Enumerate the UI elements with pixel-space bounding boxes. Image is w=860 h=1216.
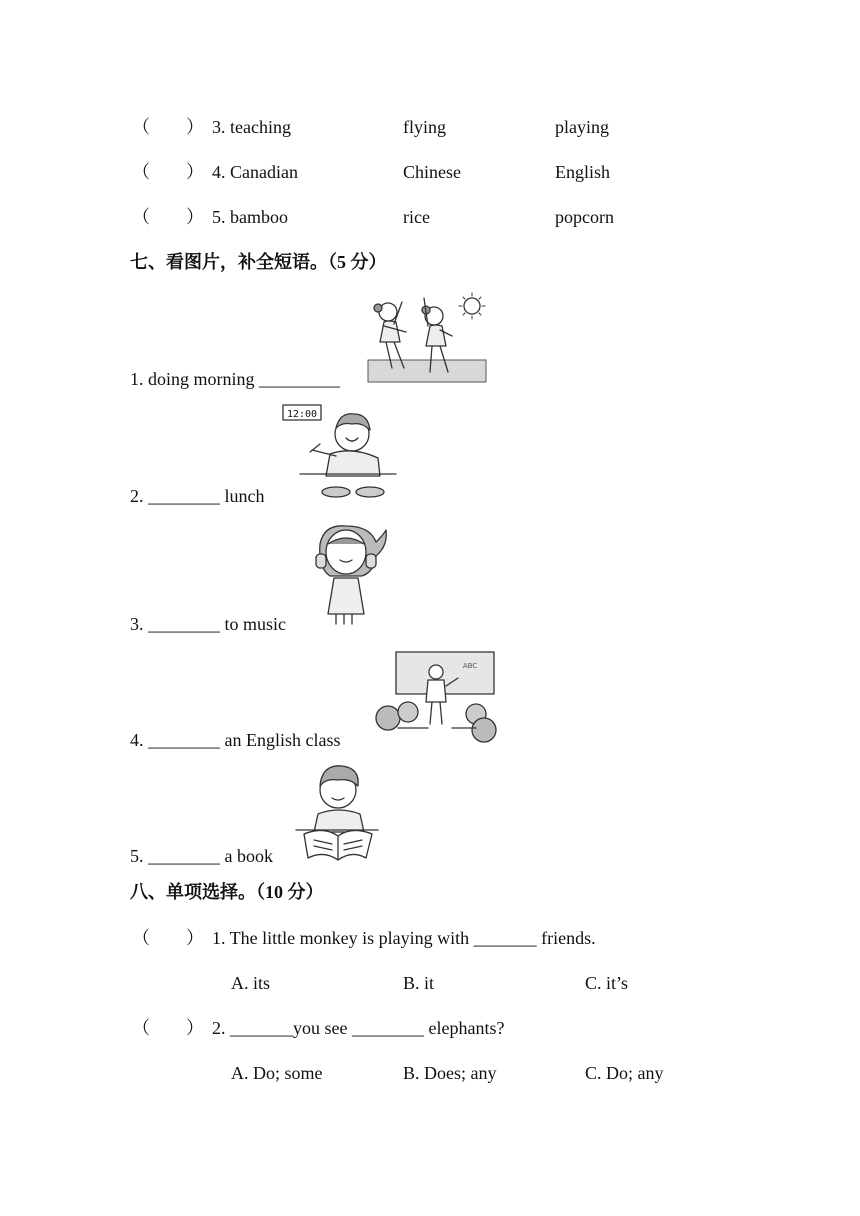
choice-a: A. its [231,973,271,993]
option-a: 3. teaching [212,117,291,137]
english-class-illustration [372,648,500,746]
choice-a: A. Do; some [231,1063,323,1083]
option-c: playing [555,117,609,137]
answer-paren: （ ） [132,1018,204,1038]
phrase-4: 4. ________ an English class [130,730,341,750]
option-b: Chinese [403,162,461,182]
question-stem: 2. _______you see ________ elephants? [212,1018,505,1038]
option-a: 4. Canadian [212,162,298,182]
answer-paren: （ ） [132,162,204,182]
phrase-2: 2. ________ lunch [130,486,265,506]
phrase-1: 1. doing morning _________ [130,369,340,389]
answer-paren: （ ） [132,928,204,948]
phrase-3: 3. ________ to music [130,614,286,634]
eating-lunch-illustration [280,402,406,506]
clock-time: 12:00 [286,409,318,420]
option-b: flying [403,117,446,137]
choice-c: C. Do; any [585,1063,664,1083]
choice-b: B. it [403,973,435,993]
sun-icon [459,293,485,319]
option-c: popcorn [555,207,614,227]
answer-paren: （ ） [132,207,204,227]
phrase-5: 5. ________ a book [130,846,273,866]
option-a: 5. bamboo [212,207,288,227]
board-letters: ABC [462,662,478,670]
reading-book-illustration [294,760,380,864]
choice-c: C. it’s [585,973,629,993]
morning-exercise-illustration [366,292,488,384]
option-c: English [555,162,611,182]
choice-b: B. Does; any [403,1063,497,1083]
clock-icon [283,405,321,420]
answer-paren: （ ） [132,117,204,137]
question-stem: 1. The little monkey is playing with _______ friends. [212,928,596,948]
section8-title: 八、单项选择。（10 分） [130,882,324,902]
section7-title: 七、看图片，补全短语。（5 分） [130,252,387,272]
listening-music-illustration [302,522,392,626]
option-b: rice [403,207,430,227]
